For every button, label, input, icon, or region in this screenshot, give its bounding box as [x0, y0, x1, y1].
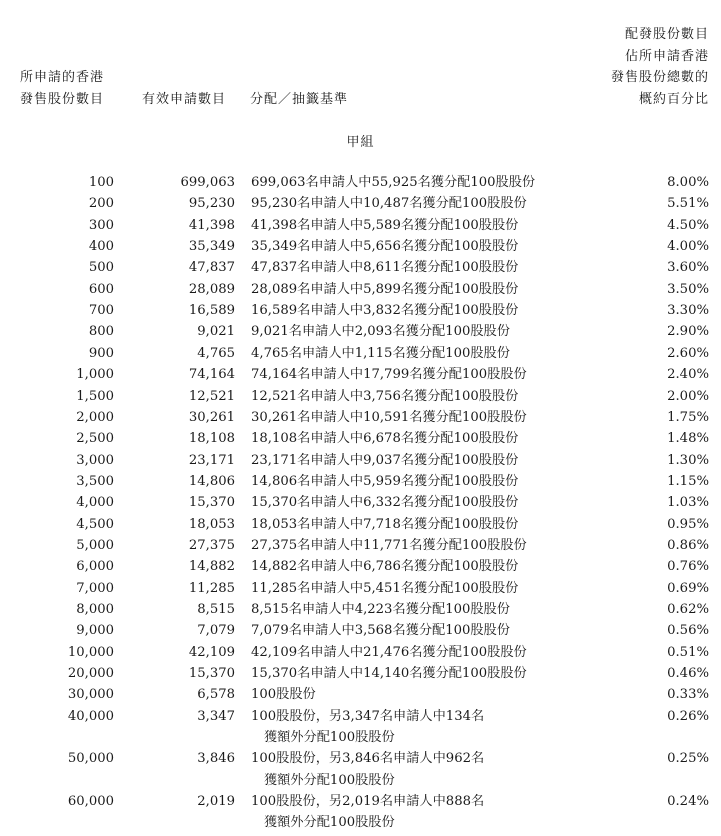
allotment-basis-cell	[251, 748, 484, 791]
basis-line: 9,021名申請人中2,093名獲分配100股股份	[251, 324, 510, 340]
applied-shares-cell: 900	[88, 345, 114, 361]
applied-shares-cell: 7,000	[76, 580, 114, 596]
valid-applications-cell: 2,019	[197, 794, 235, 810]
approx-percentage-cell: 4.50%	[667, 217, 709, 233]
applied-shares-cell: 9,000	[76, 623, 114, 639]
table-row	[0, 492, 721, 513]
approx-percentage-cell: 0.26%	[667, 708, 709, 724]
table-row	[0, 620, 721, 641]
valid-applications-cell: 41,398	[188, 217, 235, 233]
valid-applications-cell: 28,089	[188, 281, 235, 297]
allotment-basis-cell	[251, 514, 518, 535]
valid-applications-cell: 95,230	[188, 196, 235, 212]
basis-line: 100股股份，另3,347名申請人中134名	[251, 708, 485, 724]
applied-shares-cell: 4,500	[76, 516, 114, 532]
basis-line: 28,089名申請人中5,899名獲分配100股股份	[251, 281, 519, 297]
allotment-basis-cell	[251, 343, 510, 364]
valid-applications-cell: 7,079	[197, 623, 235, 639]
basis-line: 12,521名申請人中3,756名獲分配100股股份	[251, 388, 519, 404]
basis-line: 8,515名申請人中4,223名獲分配100股股份	[251, 602, 510, 617]
header-applied-shares: 所申請的香港 發售股份數目	[20, 70, 105, 107]
basis-line: 41,398名申請人中5,589名獲分配100股股份	[251, 217, 519, 233]
table-row	[0, 215, 721, 236]
basis-line: 100股股份，另3,846名申請人中962名	[251, 751, 485, 767]
approx-percentage-cell: 0.33%	[667, 687, 709, 703]
basis-line: 18,108名申請人中6,678名獲分配100股股份	[251, 431, 519, 447]
basis-line: 95,230名申請人中10,487名獲分配100股股份	[251, 196, 527, 212]
allotment-basis-cell	[251, 620, 510, 641]
applied-shares-cell: 3,000	[76, 452, 114, 468]
approx-percentage-cell: 2.40%	[667, 367, 709, 383]
allotment-basis-cell	[251, 791, 484, 834]
allotment-basis-cell	[251, 599, 510, 620]
applied-shares-cell: 6,000	[76, 559, 114, 575]
valid-applications-cell: 18,108	[188, 431, 235, 447]
basis-line: 100股股份	[251, 687, 316, 703]
approx-percentage-cell: 1.30%	[667, 452, 709, 468]
allotment-basis-cell	[251, 279, 518, 300]
applied-shares-cell: 600	[88, 281, 114, 297]
table-row	[0, 684, 721, 705]
applied-shares-cell: 30,000	[67, 687, 114, 703]
approx-percentage-cell: 2.60%	[667, 345, 709, 361]
approx-percentage-cell: 3.30%	[667, 303, 709, 319]
approx-percentage-cell: 0.95%	[667, 516, 709, 532]
applied-shares-cell: 400	[88, 239, 114, 255]
allotment-basis-cell	[251, 257, 518, 278]
approx-percentage-cell: 3.60%	[667, 260, 709, 276]
approx-percentage-cell: 2.00%	[667, 388, 709, 404]
valid-applications-cell: 6,578	[197, 687, 235, 703]
basis-line: 18,053名申請人中7,718名獲分配100股股份	[251, 516, 519, 532]
table-row	[0, 386, 721, 407]
table-row	[0, 450, 721, 471]
table-row	[0, 642, 721, 663]
table-row	[0, 535, 721, 556]
table-row	[0, 599, 721, 620]
allotment-basis-cell	[251, 556, 518, 577]
allotment-basis-cell	[251, 578, 518, 599]
basis-line: 74,164名申請人中17,799名獲分配100股股份	[251, 367, 527, 383]
approx-percentage-cell: 0.24%	[667, 794, 709, 810]
valid-applications-cell: 699,063	[180, 175, 235, 190]
basis-line: 47,837名申請人中8,611名獲分配100股股份	[251, 260, 519, 276]
allotment-basis-cell	[251, 172, 535, 193]
approx-percentage-cell: 0.56%	[667, 623, 709, 639]
valid-applications-cell: 8,515	[197, 602, 235, 617]
basis-line: 14,806名申請人中5,959名獲分配100股股份	[251, 473, 519, 489]
allotment-basis-cell	[251, 684, 316, 705]
applied-shares-cell: 500	[88, 260, 114, 276]
approx-percentage-cell: 0.25%	[667, 751, 709, 767]
table-row	[0, 706, 721, 746]
approx-percentage-cell: 0.76%	[667, 559, 709, 575]
applied-shares-cell: 1,500	[76, 388, 114, 404]
allotment-basis-cell	[251, 321, 510, 342]
basis-line: 23,171名申請人中9,037名獲分配100股股份	[251, 452, 519, 468]
applied-shares-cell: 2,000	[76, 409, 114, 425]
allotment-basis-cell	[251, 492, 518, 513]
approx-percentage-cell: 4.00%	[667, 239, 709, 255]
group-title: 甲組	[346, 135, 375, 150]
basis-line-continued: 獲額外分配100股股份	[264, 772, 395, 788]
approx-percentage-cell: 2.90%	[667, 324, 709, 340]
valid-applications-cell: 16,589	[188, 303, 235, 319]
applied-shares-cell: 5,000	[76, 537, 114, 553]
table-row	[0, 236, 721, 257]
basis-line: 15,370名申請人中14,140名獲分配100股股份	[251, 666, 527, 682]
applied-shares-cell: 40,000	[67, 708, 114, 724]
basis-line: 100股股份，另2,019名申請人中888名	[251, 794, 485, 810]
header-allotment-basis: 分配／抽籤基準	[250, 92, 349, 107]
table-row	[0, 748, 721, 788]
applied-shares-cell: 50,000	[67, 751, 114, 767]
allotment-basis-cell	[251, 535, 527, 556]
applied-shares-cell: 700	[88, 303, 114, 319]
valid-applications-cell: 9,021	[197, 324, 235, 340]
valid-applications-cell: 14,806	[188, 473, 235, 489]
table-row	[0, 343, 721, 364]
valid-applications-cell: 15,370	[188, 666, 235, 682]
valid-applications-cell: 15,370	[188, 495, 235, 511]
allotment-basis-cell	[251, 386, 518, 407]
approx-percentage-cell: 0.86%	[667, 537, 709, 553]
applied-shares-cell: 4,000	[76, 495, 114, 511]
approx-percentage-cell: 1.15%	[667, 473, 709, 489]
table-row	[0, 300, 721, 321]
valid-applications-cell: 11,285	[188, 580, 235, 596]
allotment-basis-cell	[251, 471, 518, 492]
applied-shares-cell: 3,500	[76, 473, 114, 489]
applied-shares-cell: 10,000	[67, 644, 114, 660]
approx-percentage-cell: 3.50%	[667, 281, 709, 297]
basis-line: 42,109名申請人中21,476名獲分配100股股份	[251, 644, 527, 660]
allotment-basis-cell	[251, 193, 527, 214]
table-row	[0, 556, 721, 577]
applied-shares-cell: 20,000	[67, 666, 114, 682]
allotment-basis-cell	[251, 663, 527, 684]
allotment-basis-cell	[251, 364, 527, 385]
approx-percentage-cell: 1.48%	[667, 431, 709, 447]
approx-percentage-cell: 0.69%	[667, 580, 709, 596]
basis-line: 4,765名申請人中1,115名獲分配100股股份	[251, 345, 510, 361]
approx-percentage-cell: 1.03%	[667, 495, 709, 511]
valid-applications-cell: 27,375	[188, 537, 235, 553]
basis-line-continued: 獲額外分配100股股份	[264, 730, 395, 746]
valid-applications-cell: 23,171	[188, 452, 235, 468]
table-row	[0, 279, 721, 300]
valid-applications-cell: 3,347	[197, 708, 235, 724]
applied-shares-cell: 200	[88, 196, 114, 212]
header-approx-percentage: 配發股份數目 佔所申請香港 發售股份總數的 概約百分比	[610, 27, 709, 107]
table-row	[0, 172, 721, 193]
valid-applications-cell: 35,349	[188, 239, 235, 255]
allotment-basis-cell	[251, 236, 518, 257]
approx-percentage-cell: 1.75%	[667, 409, 709, 425]
basis-line: 14,882名申請人中6,786名獲分配100股股份	[251, 559, 519, 575]
basis-line: 7,079名申請人中3,568名獲分配100股股份	[251, 623, 510, 639]
allotment-basis-cell	[251, 450, 518, 471]
table-row	[0, 321, 721, 342]
approx-percentage-cell: 5.51%	[667, 196, 709, 212]
valid-applications-cell: 14,882	[188, 559, 235, 575]
applied-shares-cell: 2,500	[76, 431, 114, 447]
valid-applications-cell: 74,164	[188, 367, 235, 383]
valid-applications-cell: 18,053	[188, 516, 235, 532]
applied-shares-cell: 1,000	[76, 367, 114, 383]
table-row	[0, 193, 721, 214]
table-row	[0, 514, 721, 535]
table-row	[0, 407, 721, 428]
basis-line: 27,375名申請人中11,771名獲分配100股股份	[251, 537, 527, 553]
valid-applications-cell: 42,109	[188, 644, 235, 660]
approx-percentage-cell: 0.51%	[667, 644, 709, 660]
table-row	[0, 578, 721, 599]
approx-percentage-cell: 0.46%	[667, 666, 709, 682]
basis-line: 11,285名申請人中5,451名獲分配100股股份	[251, 580, 519, 596]
applied-shares-cell: 8,000	[76, 602, 114, 617]
basis-line: 15,370名申請人中6,332名獲分配100股股份	[251, 495, 519, 511]
basis-line-continued: 獲額外分配100股股份	[264, 815, 395, 831]
valid-applications-cell: 4,765	[197, 345, 235, 361]
valid-applications-cell: 12,521	[188, 388, 235, 404]
allotment-basis-cell	[251, 706, 484, 749]
approx-percentage-cell: 0.62%	[667, 602, 709, 617]
table-row	[0, 471, 721, 492]
allotment-basis-cell	[251, 215, 518, 236]
table-row	[0, 428, 721, 449]
header-valid-applications: 有效申請數目	[142, 92, 227, 107]
basis-line: 35,349名申請人中5,656名獲分配100股股份	[251, 239, 519, 255]
basis-line: 699,063名申請人中55,925名獲分配100股股份	[251, 175, 536, 190]
basis-line: 16,589名申請人中3,832名獲分配100股股份	[251, 303, 519, 319]
table-row	[0, 791, 721, 831]
valid-applications-cell: 30,261	[188, 409, 235, 425]
table-row	[0, 257, 721, 278]
applied-shares-cell: 60,000	[67, 794, 114, 810]
applied-shares-cell: 100	[88, 175, 114, 190]
allotment-basis-cell	[251, 642, 527, 663]
valid-applications-cell: 3,846	[197, 751, 235, 767]
table-row	[0, 364, 721, 385]
approx-percentage-cell: 8.00%	[667, 175, 709, 190]
applied-shares-cell: 300	[88, 217, 114, 233]
allotment-basis-cell	[251, 407, 527, 428]
allotment-basis-cell	[251, 428, 518, 449]
valid-applications-cell: 47,837	[188, 260, 235, 276]
applied-shares-cell: 800	[88, 324, 114, 340]
allotment-basis-cell	[251, 300, 518, 321]
basis-line: 30,261名申請人中10,591名獲分配100股股份	[251, 409, 527, 425]
table-row	[0, 663, 721, 684]
